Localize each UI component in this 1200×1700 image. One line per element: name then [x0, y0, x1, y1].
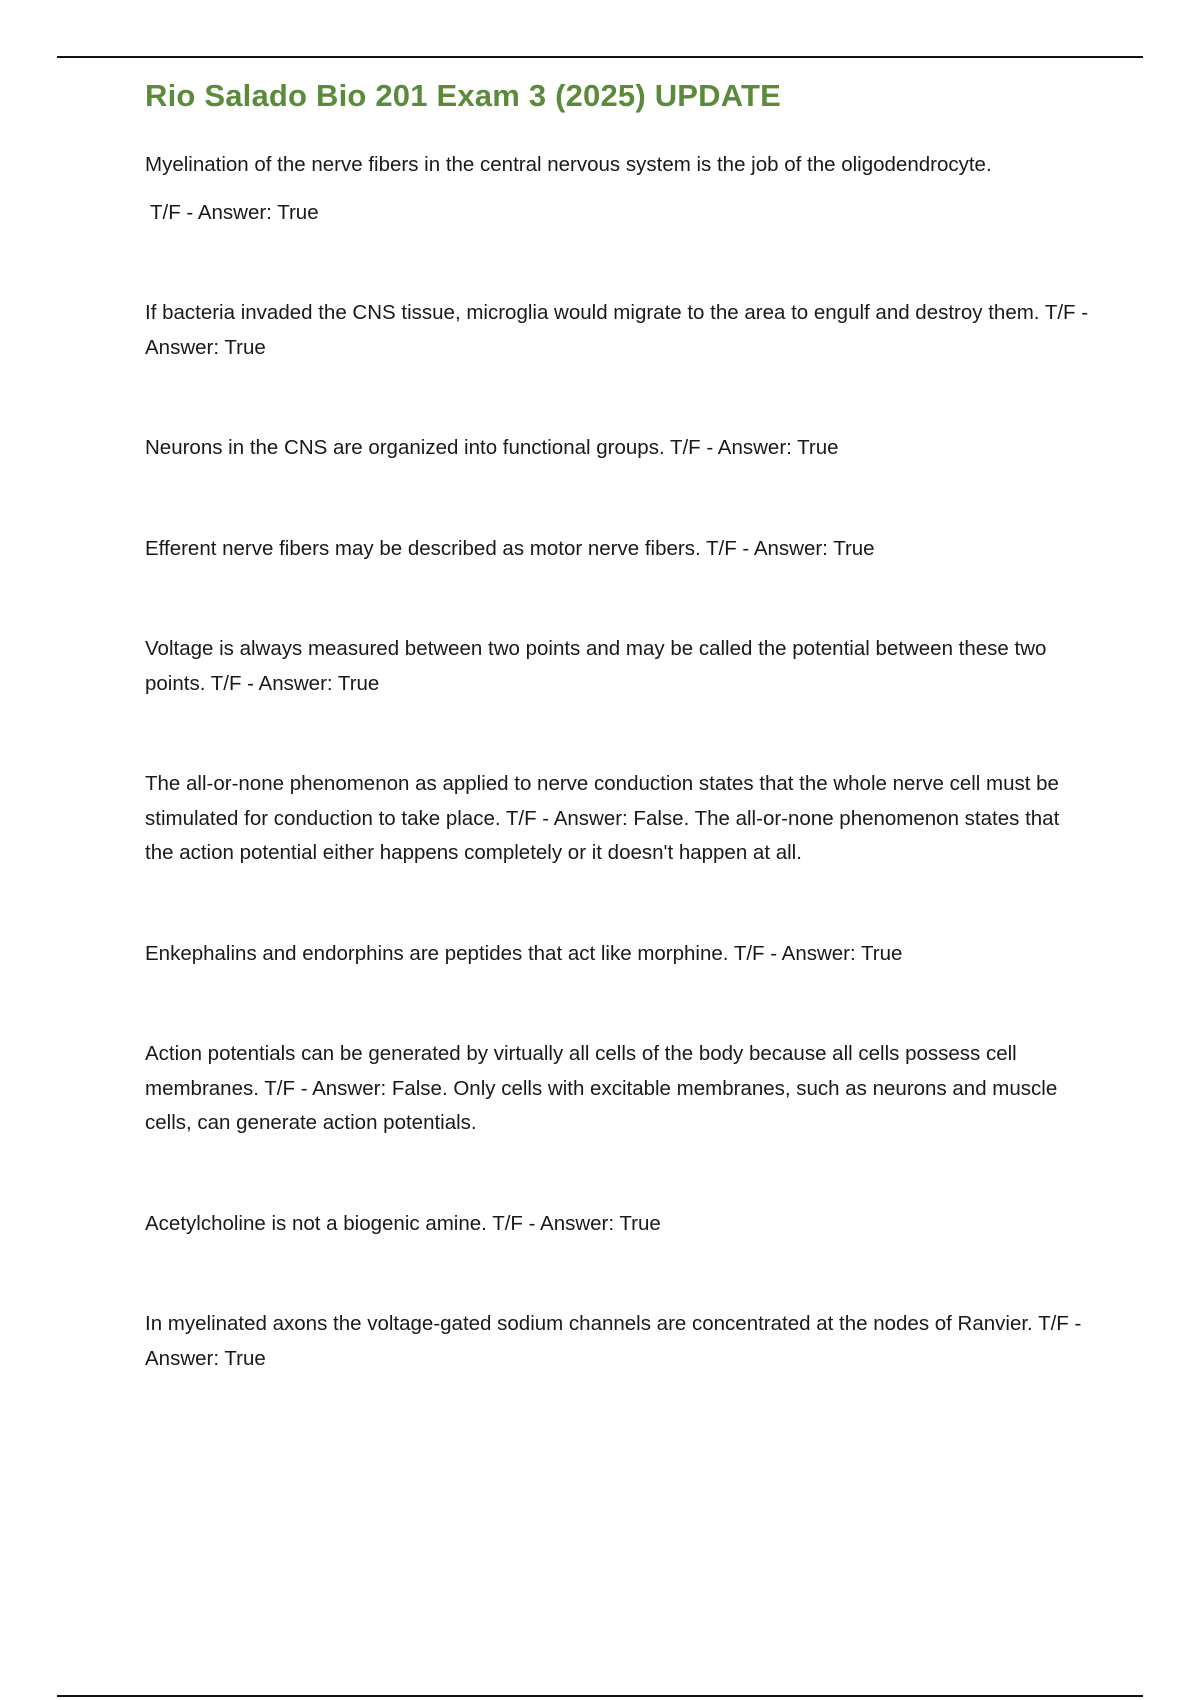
qa-item-4: Efferent nerve fibers may be described as motor nerve fibers. T/F - Answer: True [145, 536, 875, 560]
qa-item-8: Action potentials can be generated by virtually all cells of the body because all cells possess cell membranes. T/F - Answer: False. Only cells with excitable membranes, such as neurons and muscle cells, can generate action potentials. [145, 1042, 1058, 1134]
answer-text: T/F - Answer: True [150, 200, 319, 224]
question-text: Myelination of the nerve fibers in the central nervous system is the job of the oligodendrocyte. [145, 153, 992, 176]
qa-item-7: Enkephalins and endorphins are peptides that act like morphine. T/F - Answer: True [145, 941, 903, 965]
qa-item-3: Neurons in the CNS are organized into functional groups. T/F - Answer: True [145, 436, 839, 459]
qa-item-10: In myelinated axons the voltage-gated sodium channels are concentrated at the nodes of Ranvier. T/F - Answer: True [145, 1312, 1082, 1370]
top-rule [57, 56, 1143, 58]
document-body [145, 74, 1090, 1376]
bottom-rule [57, 1695, 1143, 1697]
document-title: Rio Salado Bio 201 Exam 3 (2025) UPDATE [145, 78, 782, 113]
qa-item-2: If bacteria invaded the CNS tissue, microglia would migrate to the area to engulf and destroy them. T/F - Answer: True [145, 301, 1089, 359]
qa-item-9: Acetylcholine is not a biogenic amine. T/F - Answer: True [145, 1211, 661, 1235]
qa-item-1 [145, 148, 1090, 230]
qa-item-5: Voltage is always measured between two points and may be called the potential between these two points. T/F - Answer: True [145, 637, 1047, 695]
qa-item-6: The all-or-none phenomenon as applied to nerve conduction states that the whole nerve cell must be stimulated for conduction to take place. T/F - Answer: False. The all-or-none phenomenon states that the action potential either happens completely or it doesn't happen at all. [145, 772, 1060, 864]
